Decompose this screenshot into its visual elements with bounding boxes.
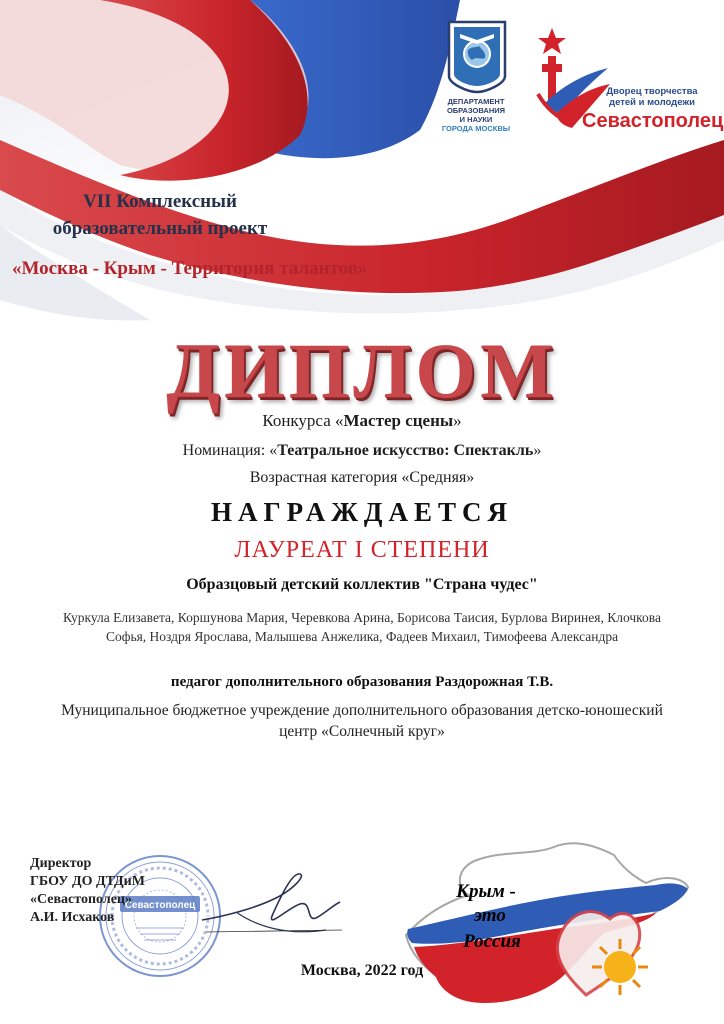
project-name: «Москва - Крым - Территория талантов» — [12, 258, 368, 279]
project-line-2: образовательный проект — [52, 218, 268, 239]
members-list: Куркула Елизавета, Коршунова Мария, Черевкова Арина, Борисова Таисия, Бурлова Виринея, Клочкова Софья, Ноздря Ярослава, Малышева Анжелика, Фадеев Михаил, Тимофеева Александра — [63, 610, 661, 644]
age-category: Возрастная категория «Средняя» — [249, 469, 475, 486]
crimea-badge-line-2: это — [474, 905, 506, 926]
signature-block — [30, 855, 145, 927]
palace-name: Севастополец — [582, 110, 724, 132]
department-education-logo — [446, 18, 508, 94]
crimea-badge-line-1: Крым - — [456, 881, 516, 902]
contest-name: Мастер сцены — [343, 411, 454, 430]
director-name: А.И. Исхаков — [30, 910, 115, 925]
palace-line-2: детей и молодежи — [609, 97, 695, 108]
city-year: Москва, 2022 год — [300, 962, 424, 979]
organization-name: Муниципальное бюджетное учреждение дополнительного образования детско-юношеский центр «Солнечный круг» — [61, 702, 663, 740]
nomination-line — [0, 442, 724, 460]
teacher-name: педагог дополнительного образования Раздорожная Т.В. — [170, 674, 554, 690]
project-header — [20, 188, 300, 242]
project-line-1: VII Комплексный — [83, 191, 237, 212]
director-signature — [196, 868, 346, 948]
nomination-prefix: Номинация: « — [182, 442, 278, 459]
department-logo-caption — [436, 97, 516, 133]
nomination-suffix: » — [533, 442, 542, 459]
crimea-badge-line-3: Россия — [463, 931, 521, 952]
palace-caption — [600, 86, 704, 108]
department-line-2: ОБРАЗОВАНИЯ — [446, 106, 506, 115]
contest-line — [0, 411, 724, 431]
team-name: Образцовый детский коллектив "Страна чудес" — [186, 576, 538, 593]
stamp-name: Севастополец — [124, 900, 196, 911]
awarded-heading: НАГРАЖДАЕТСЯ — [210, 497, 513, 527]
crimea-map-badge — [384, 825, 704, 1015]
department-city: ГОРОДА МОСКВЫ — [441, 124, 511, 133]
department-line-1: ДЕПАРТАМЕНТ — [447, 97, 505, 106]
nomination-name: Театральное искусство: Спектакль — [277, 442, 534, 459]
palace-line-1: Дворец творчества — [606, 86, 698, 97]
department-line-3: И НАУКИ — [459, 115, 493, 124]
director-role: Директор — [30, 856, 92, 871]
director-org-line-2: «Севастополец» — [30, 892, 132, 907]
contest-prefix: Конкурса « — [262, 411, 344, 430]
contest-suffix: » — [453, 411, 462, 430]
laureate-degree: ЛАУРЕАТ I СТЕПЕНИ — [234, 537, 490, 563]
director-org-line-1: ГБОУ ДО ДТДиМ — [30, 874, 145, 889]
diploma-title: ДИПЛОМ — [166, 327, 558, 414]
